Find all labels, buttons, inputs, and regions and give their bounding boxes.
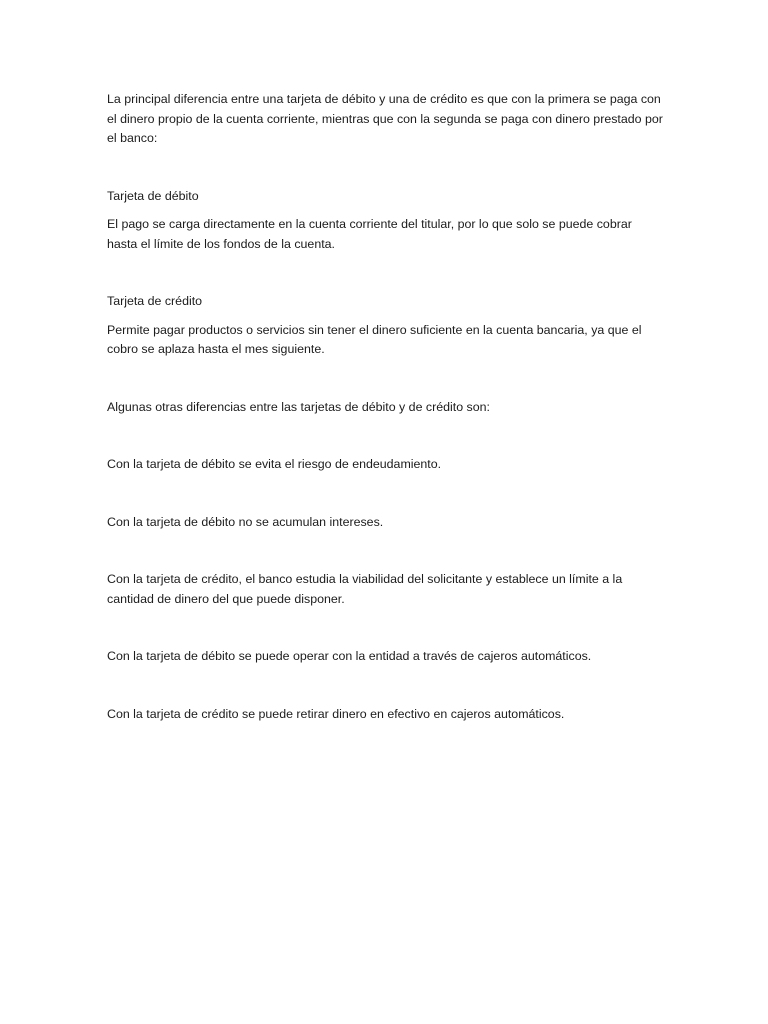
section-heading-debit: Tarjeta de débito [107, 188, 199, 203]
difference-item: Con la tarjeta de débito se evita el riesgo de endeudamiento. [107, 457, 442, 471]
section-heading-credit: Tarjeta de crédito [107, 294, 203, 308]
difference-item: Con la tarjeta de débito no se acumulan intereses. [107, 514, 384, 529]
differences-lead: Algunas otras diferencias entre las tarjetas de débito y de crédito son: [107, 399, 490, 414]
document-body [107, 90, 663, 762]
difference-item: Con la tarjeta de crédito se puede retirar dinero en efectivo en cajeros automáticos. [107, 706, 565, 721]
intro-paragraph: La principal diferencia entre una tarjeta de débito y una de crédito es que con la primera se paga con el dinero propio de la cuenta corriente, mientras que con la segunda se paga con dinero prestado por el banco: [107, 92, 663, 145]
section-text-debit: El pago se carga directamente en la cuenta corriente del titular, por lo que solo se puede cobrar hasta el límite de los fondos de la cuenta. [107, 217, 632, 251]
section-text-credit: Permite pagar productos o servicios sin tener el dinero suficiente en la cuenta bancaria, ya que el cobro se aplaza hasta el mes siguiente. [107, 322, 642, 356]
difference-item: Con la tarjeta de débito se puede operar con la entidad a través de cajeros automáticos. [107, 649, 592, 663]
difference-item: Con la tarjeta de crédito, el banco estudia la viabilidad del solicitante y establece un límite a la cantidad de dinero del que puede disponer. [107, 572, 623, 606]
